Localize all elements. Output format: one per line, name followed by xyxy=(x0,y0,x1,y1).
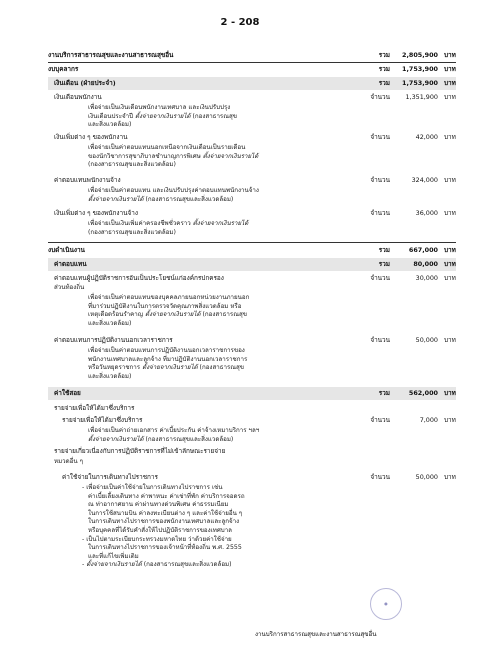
row-kind: รวม xyxy=(378,246,390,254)
budget-row-group xyxy=(48,244,456,257)
row-label: งบดำเนินงาน xyxy=(48,246,85,254)
row-amount: 324,000 xyxy=(411,176,438,184)
item-description: เพื่อจ่ายเป็นเงินเพิ่มค่าครองชีพชั่วคราว ตั้งจ่ายจากเงินรายได้ (กองสาธารณสุขและสิ่งแวดล้อม) xyxy=(88,220,249,236)
signature-stamp: ● xyxy=(370,588,402,620)
row-kind: รวม xyxy=(378,51,390,59)
row-label: รายจ่ายเพื่อให้ได้มาซึ่งบริการ xyxy=(62,416,143,424)
row-unit: บาท xyxy=(444,93,456,101)
row-unit: บาท xyxy=(444,274,456,282)
row-amount: 1,351,900 xyxy=(405,93,438,101)
row-unit: บาท xyxy=(444,209,456,217)
row-label: ค่าใช้จ่ายในการเดินทางไปราชการ xyxy=(62,473,158,481)
budget-row-item xyxy=(48,471,456,484)
item-description: เพื่อจ่ายเป็นค่าตอบแทน และเงินปรับปรุงค่าตอบแทนพนักงานจ้าง ตั้งจ่ายจากเงินรายได้ (กองสาธารณสุขและสิ่งแวดล้อม) xyxy=(88,187,259,203)
row-amount: 80,000 xyxy=(413,260,438,268)
row-unit: บาท xyxy=(444,79,456,87)
item-description: เพื่อจ่ายเป็นเงินเดือนพนักงานเทศบาล และเงินปรับปรุง เงินเดือนประจำปี ตั้งจ่ายจากเงินรายได้ (กองสาธารณสุข และสิ่งแวดล้อม) xyxy=(88,104,237,129)
row-unit: บาท xyxy=(444,246,456,254)
row-label: เงินเดือนพนักงาน xyxy=(54,93,102,101)
page-number: 2 - 208 xyxy=(220,17,260,28)
row-label: รายจ่ายเกี่ยวเนื่องกับการปฏิบัติราชการที่ไม่เข้าลักษณะรายจ่าย xyxy=(54,447,226,455)
row-kind: จำนวน xyxy=(370,209,390,217)
budget-row-item xyxy=(48,91,456,104)
row-label: เงินเดือน (ฝ่ายประจำ) xyxy=(54,79,116,87)
row-amount: 50,000 xyxy=(415,473,438,481)
budget-row-category xyxy=(48,258,456,271)
row-amount: 30,000 xyxy=(415,274,438,282)
row-label: รายจ่ายเพื่อให้ได้มาซึ่งบริการ xyxy=(54,404,135,412)
row-label: ค่าตอบแทนผู้ปฏิบัติราชการอันเป็นประโยชน์แก่องค์กรปกครอง xyxy=(54,274,224,282)
row-unit: บาท xyxy=(444,133,456,141)
row-amount: 1,753,900 xyxy=(402,79,438,87)
row-label: งบบุคลากร xyxy=(48,65,79,73)
item-label-continued: หมวดอื่น ๆ xyxy=(54,458,83,465)
row-unit: บาท xyxy=(444,416,456,424)
row-kind: รวม xyxy=(378,389,390,397)
budget-row-item xyxy=(48,334,456,347)
row-label: งานบริการสาธารณสุขและงานสาธารณสุขอื่น xyxy=(48,51,174,59)
item-description: เพื่อจ่ายเป็นค่าตอบแทนนอกเหนือจากเงินเดือนเป็นรายเดือน ของนักวิชาการสุขาภิบาลชำนาญการพิเศษ ตั้งจ่ายจากเงินรายได้ (กองสาธารณสุขและสิ่งแวดล้อม) xyxy=(88,144,259,169)
item-description: เพื่อจ่ายเป็นค่าตอบแทนของบุคคลภายนอกหน่วยงานภายนอก ที่มาร่วมปฏิบัติงานในการตรวจวัดคุณภาพสิ่งแวดล้อม หรือ เหตุเดือดร้อนรำคาญ ตั้งจ่ายจากเงินรายได้ (กองสาธารณสุข และสิ่งแวดล้อม) xyxy=(88,294,250,327)
row-amount: 2,805,900 xyxy=(402,51,438,59)
row-label: เงินเพิ่มต่าง ๆ ของพนักงาน xyxy=(54,133,128,141)
row-unit: บาท xyxy=(444,473,456,481)
row-unit: บาท xyxy=(444,389,456,397)
divider xyxy=(48,242,456,243)
row-label: ค่าตอบแทน xyxy=(54,260,87,268)
row-unit: บาท xyxy=(444,176,456,184)
row-kind: จำนวน xyxy=(370,416,390,424)
row-unit: บาท xyxy=(444,336,456,344)
budget-row-category xyxy=(48,387,456,400)
item-description: เพื่อจ่ายเป็นค่าถ่ายเอกสาร ค่าเบี้ยประกัน ค่าจ้างเหมาบริการ ฯลฯ ตั้งจ่ายจากเงินรายได้ (กองสาธารณสุขและสิ่งแวดล้อม) xyxy=(88,427,260,443)
page-footer: งานบริการสาธารณสุขและงานสาธารณสุขอื่น xyxy=(255,631,377,638)
row-amount: 1,753,900 xyxy=(402,65,438,73)
row-kind: จำนวน xyxy=(370,176,390,184)
row-label: เงินเพิ่มต่าง ๆ ของพนักงานจ้าง xyxy=(54,209,138,217)
budget-row-item xyxy=(48,174,456,187)
budget-row-category xyxy=(48,77,456,90)
row-label: ค่าตอบแทนพนักงานจ้าง xyxy=(54,176,121,184)
row-amount: 42,000 xyxy=(415,133,438,141)
budget-row-subcategory xyxy=(48,445,456,458)
row-unit: บาท xyxy=(444,51,456,59)
row-kind: รวม xyxy=(378,79,390,87)
row-amount: 667,000 xyxy=(408,246,438,254)
row-unit: บาท xyxy=(444,260,456,268)
row-kind: จำนวน xyxy=(370,93,390,101)
row-unit: บาท xyxy=(444,65,456,73)
row-amount: 36,000 xyxy=(415,209,438,217)
row-kind: จำนวน xyxy=(370,133,390,141)
budget-row-item xyxy=(48,131,456,144)
item-description: - เพื่อจ่ายเป็นค่าใช้จ่ายในการเดินทางไปราชการ เช่น ค่าเบี้ยเลี้ยงเดินทาง ค่าพาหนะ ค่าเช่าที่พัก ค่าบริการจอดรถ ณ ท่าอากาศยาน ค่าผ่านทางด่วนพิเศษ ค่าธรรมเนียม ในการใช้สนามบิน ค่าลงทะเบียนต่าง ๆ และค่าใช้จ่ายอื่น ๆ ในการเดินทางไปราชการของพนักงานเทศบาลและลูกจ้าง หรือบุคคลที่ได้รับคำสั่งให้ไปปฏิบัติราชการของเทศบาล - เป็นไปตามระเบียบกระทรวงมหาดไทย ว่าด้วยค่าใช้จ่าย ในการเดินทางไปราชการของเจ้าหน้าที่ท้องถิ่น พ.ศ. 2555 และที่แก้ไขเพิ่มเติม - ตั้งจ่ายจากเงินรายได้ (กองสาธารณสุขและสิ่งแวดล้อม) xyxy=(82,484,245,569)
row-label: ค่าใช้สอย xyxy=(54,389,81,397)
item-label-continued: ส่วนท้องถิ่น xyxy=(54,284,85,291)
row-amount: 7,000 xyxy=(419,416,438,424)
row-amount: 562,000 xyxy=(408,389,438,397)
row-amount: 50,000 xyxy=(415,336,438,344)
row-label: ค่าตอบแทนการปฏิบัติงานนอกเวลาราชการ xyxy=(54,336,173,344)
budget-row-group xyxy=(48,63,456,76)
row-kind: จำนวน xyxy=(370,473,390,481)
row-kind: รวม xyxy=(378,260,390,268)
row-kind: จำนวน xyxy=(370,336,390,344)
budget-row-item xyxy=(48,207,456,220)
item-description: เพื่อจ่ายเป็นค่าตอบแทนการปฏิบัติงานนอกเวลาราชการของ พนักงานเทศบาลและลูกจ้าง ที่มาปฏิบัติงานนอกเวลาราชการ หรือวันหยุดราชการ ตั้งจ่ายจากเงินรายได้ (กองสาธารณสุข และสิ่งแวดล้อม) xyxy=(88,347,248,380)
budget-row-item xyxy=(48,414,456,427)
row-kind: รวม xyxy=(378,65,390,73)
budget-row-section xyxy=(48,49,456,62)
row-kind: จำนวน xyxy=(370,274,390,282)
